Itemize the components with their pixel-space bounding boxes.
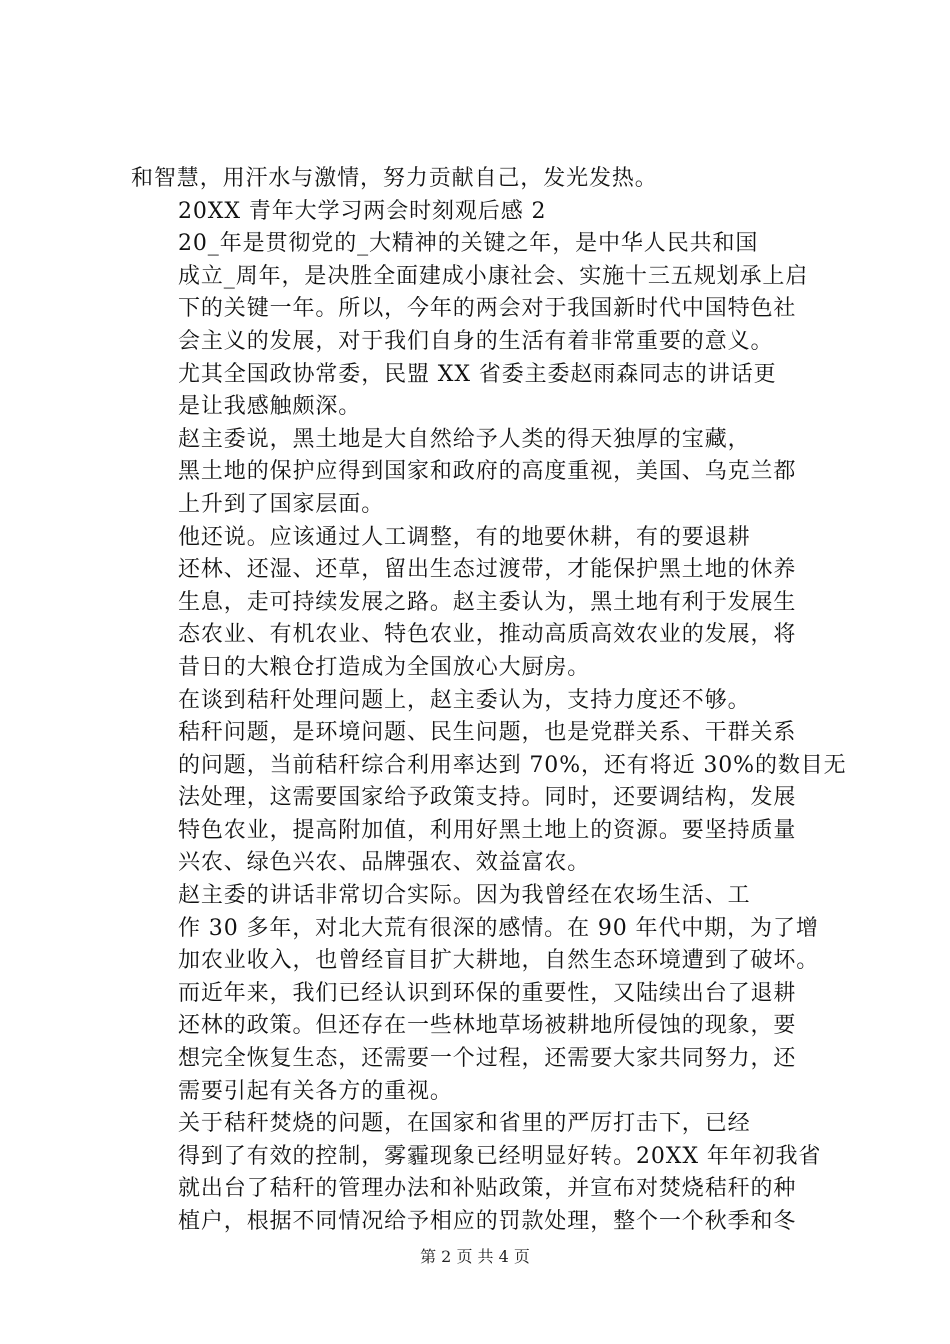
- paragraph: [131, 522, 831, 685]
- text-line: 需要引起有关各方的重视。: [178, 1078, 453, 1104]
- text-line: 特色农业，提高附加值，利用好黑土地上的资源。要坚持质量: [178, 817, 797, 843]
- text-line: 赵主委说，黑土地是大自然给予人类的得天独厚的宝藏，: [178, 426, 751, 452]
- text-line: 昔日的大粮仓打造成为全国放心大厨房。: [178, 654, 591, 680]
- document-body: [131, 163, 847, 1239]
- text-line: 作 30 多年，对北大荒有很深的感情。在 90 年代中期，为了增: [178, 915, 819, 941]
- text-line: 加农业收入，也曾经盲目扩大耕地，自然生态环境遭到了破坏。: [178, 948, 820, 974]
- text-line: 生息，走可持续发展之路。赵主委认为，黑土地有利于发展生: [178, 589, 797, 615]
- text-line: 植户，根据不同情况给予相应的罚款处理，整个一个秋季和冬: [178, 1209, 797, 1234]
- paragraph: [131, 424, 831, 522]
- page-footer: 第 2 页 共 4 页: [420, 1247, 530, 1266]
- paragraph: [131, 685, 847, 881]
- text-line: 会主义的发展，对于我们自身的生活有着非常重要的意义。: [178, 328, 774, 354]
- text-line: 秸秆问题，是环境问题、民生问题，也是党群关系、干群关系: [178, 720, 797, 746]
- text-line: 和智慧，用汗水与激情，努力贡献自己，发光发热。: [131, 166, 658, 191]
- paragraph: [131, 228, 831, 358]
- paragraph: [131, 163, 831, 196]
- text-line: 态农业、有机农业、特色农业，推动高质高效农业的发展，将: [178, 622, 797, 648]
- paragraph: [131, 1108, 831, 1238]
- text-line: 关于秸秆焚烧的问题，在国家和省里的严厉打击下，已经: [178, 1111, 751, 1137]
- text-line: 法处理，这需要国家给予政策支持。同时，还要调结构，发展: [178, 785, 797, 811]
- text-line: 是让我感触颇深。: [178, 394, 362, 420]
- text-line: 赵主委的讲话非常切合实际。因为我曾经在农场生活、工: [178, 883, 751, 909]
- text-line: 他还说。应该通过人工调整，有的地要休耕，有的要退耕: [178, 524, 751, 550]
- paragraph: [131, 880, 831, 1108]
- text-line: 还林的政策。但还存在一些林地草场被耕地所侵蚀的现象，要: [178, 1013, 797, 1039]
- text-line: 下的关键一年。所以，今年的两会对于我国新时代中国特色社: [178, 296, 797, 322]
- text-line: 就出台了秸秆的管理办法和补贴政策，并宣布对焚烧秸秆的种: [178, 1176, 797, 1202]
- text-line: 尤其全国政协常委，民盟 XX 省委主委赵雨森同志的讲话更: [178, 361, 777, 387]
- text-line: 得到了有效的控制，雾霾现象已经明显好转。20XX 年年初我省: [178, 1143, 822, 1169]
- paragraph: [131, 359, 831, 424]
- text-line: 20XX 青年大学习两会时刻观后感 2: [178, 198, 547, 224]
- text-line: 20_年是贯彻党的_大精神的关键之年，是中华人民共和国: [178, 231, 759, 257]
- text-line: 想完全恢复生态，还需要一个过程，还需要大家共同努力，还: [178, 1046, 797, 1072]
- text-line: 兴农、绿色兴农、品牌强农、效益富农。: [178, 850, 591, 876]
- text-line: 成立_周年，是决胜全面建成小康社会、实施十三五规划承上启: [178, 263, 809, 289]
- text-line: 上升到了国家层面。: [178, 491, 385, 517]
- paragraph: [131, 196, 831, 229]
- text-line: 在谈到秸秆处理问题上，赵主委认为，支持力度还不够。: [178, 687, 751, 713]
- text-line: 黑土地的保护应得到国家和政府的高度重视，美国、乌克兰都: [178, 459, 797, 485]
- text-line: 而近年来，我们已经认识到环保的重要性，又陆续出台了退耕: [178, 980, 797, 1006]
- text-line: 的问题，当前秸秆综合利用率达到 70%，还有将近 30%的数目无: [178, 752, 847, 778]
- text-line: 还林、还湿、还草，留出生态过渡带，才能保护黑土地的休养: [178, 557, 797, 583]
